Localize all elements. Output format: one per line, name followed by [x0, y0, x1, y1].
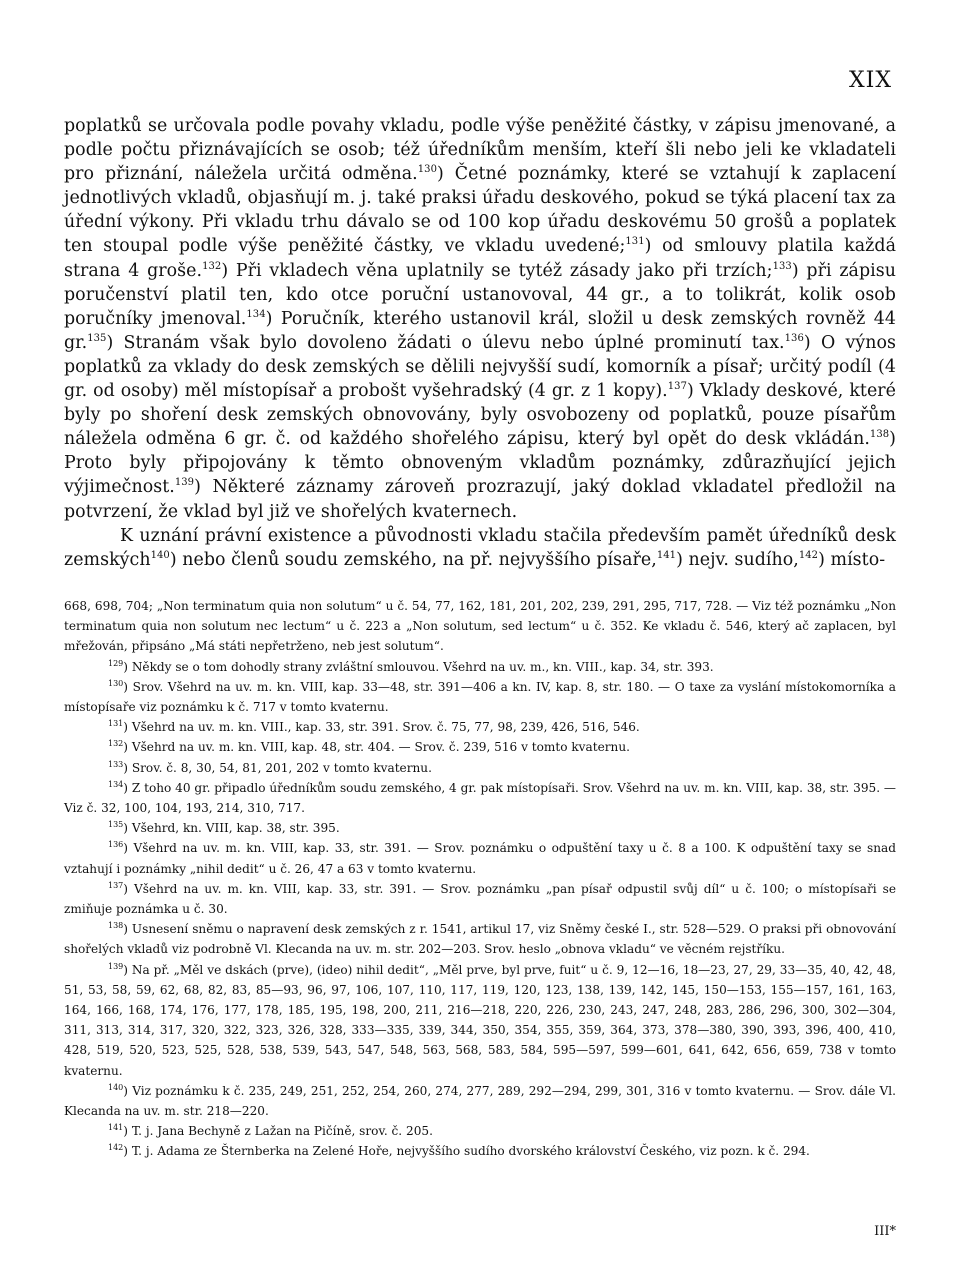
footnote-129: $^{129}$) Někdy se o tom dohodly strany zvláštní smlouvou. Všehrd na uv. m., kn. VIII., kap. 34, str. 393. — [108, 658, 714, 674]
footnote-131: $^{131}$) Všehrd na uv. m. kn. VIII., kap. 33, str. 391. Srov. č. 75, 77, 98, 239, 426, 516, 546. — [108, 719, 640, 735]
footnote-number: 142 — [108, 1143, 124, 1153]
footnote-ref: 135 — [87, 333, 107, 345]
footnote-ref: 131 — [625, 236, 645, 248]
footnote-number: 136 — [108, 840, 124, 850]
footnote-142: $^{142}$) T. j. Adama ze Šternberka na Zelené Hoře, nejvyššího sudího dvorského království Českého, viz pozn. k č. 294. — [108, 1143, 810, 1159]
sheet-signature: III* — [874, 1224, 896, 1239]
footnote-ref: 132 — [202, 260, 222, 272]
footnote-130: $^{130}$) Srov. Všehrd na uv. m. kn. VIII, kap. 33—48, str. 391—406 a kn. IV, kap. 8, str. 180. — O taxe za vyslání místokomorníka a místopísaře viz poznámku k č. 717 v tomto kvaternu. — [64, 678, 896, 715]
footnote-ref: 142 — [798, 549, 819, 561]
paragraph-1: poplatků se určovala podle povahy vkladu, podle výše peněžité částky, v zápisu jmenované, a podle počtu přiznávajících se osob; též úředníkům menším, kteří šli nebo jeli ke vkladateli pro přiznání, náležela určitá odměna.$^{130}$) Četné poznámky, které se vztahují k zaplacení jednotlivých vkladů, objasňují m. j. také praksi úřadu deskového, pokud se týká placení tax za úřední výkony. Při vkladu trhu dávalo se od 100 kop úřadu deskovému 50 grošů a poplatek ten stoupal podle výše peněžité částky, ve vkladu uvedené;$^{131}$) od smlouvy platila každá strana 4 groše.$^{132}$) Při vkladech věna uplatnily se tytéž zásady jako při trzích;$^{133}$) při zápisu poručenství platil ten, kdo otce poruční ustanovoval, 44 gr., a to tolikrát, kolik osob poručníky jmenoval.$^{134}$) Poručník, kterého ustanovil král, složil u desk zemských rovněž 44 gr.$^{135}$) Stranám však bylo dovoleno žádati o úlevu nebo úplné prominutí tax.$^{136}$) O výnos poplatků za vklady do desk zemských se dělili nejvyšší sudí, komorník a písař; určitý podíl (4 gr. od osoby) měl místopísař a probošt vyšehradský (4 gr. z 1 kopy).$^{137}$) Vklady deskové, které byly po shoření desk zemských obnovovány, byly osvobozeny od poplatků, pouze písařům náležela odměna 6 gr. č. od každého shořelého zápisu, který byl opět do desk vkládán.$^{138}$) Proto byly připojovány k těmto obnoveným vkladům poznámky, zdůrazňující jejich výjimečnost.$^{139}$) Některé záznamy zároveň prozrazují, jaký doklad vkladatel předložil na potvrzení, že vklad byl již ve shořelých kvaternech. — [64, 116, 896, 522]
footnote-139: $^{139}$) Na př. „Měl ve dskách (prve), (ideo) nihil dedit“, „Měl prve, byl prve, fuit“ u č. 9, 12—16, 18—23, 27, 29, 33—35, 40, 42, 48, 51, 53, 58, 59, 62, 68, 82, 83, 85—93, 96, 97, 106, 107, 110, 117, 119, 120, 123, 138, 139, 142, 145, 150—153, 155—157, 161, 163, 164, 166, 168, 174, 176, 177, 178, 185, 195, 198, 200, 211, 216—218, 220, 226, 230, 243, 247, 248, 283, 286, 296, 300, 302—304, 311, 313, 314, 317, 320, 322, 323, 326, 328, 333—335, 339, 344, 350, 354, 355, 359, 364, 373, 378—380, 390, 393, 396, 400, 410, 428, 519, 520, 523, 525, 528, 538, 539, 543, 547, 548, 563, 568, 583, 584, 595—597, 599—601, 641, 642, 656, 659, 738 v tomto kvaternu. — [64, 961, 896, 1078]
page-number: XIX — [848, 68, 892, 93]
footnote-ref: 141 — [656, 549, 677, 561]
footnote-number: 132 — [108, 739, 124, 749]
footnote-ref: 139 — [174, 477, 195, 489]
footnote-141: $^{141}$) T. j. Jana Bechyně z Lažan na Pičíně, srov. č. 205. — [108, 1123, 433, 1139]
footnote-ref: 133 — [772, 260, 792, 272]
main-text — [64, 114, 896, 572]
footnote-number: 138 — [108, 921, 124, 931]
footnote-ref: 134 — [246, 308, 266, 320]
footnote-140: $^{140}$) Viz poznámku k č. 235, 249, 251, 252, 254, 260, 274, 277, 289, 292—294, 299, 301, 316 v tomto kvaternu. — Srov. dále Vl. Klecanda na uv. m. str. 218—220. — [64, 1082, 896, 1119]
paragraph-2: K uznání právní existence a původnosti vkladu stačila především pamět úředníků desk zemských$^{140}$) nebo členů soudu zemského, na př. nejvyššího písaře,$^{141}$) nejv. sudího,$^{142}$) místo- — [64, 525, 896, 570]
footnote-number: 131 — [108, 719, 124, 729]
footnote-137: $^{137}$) Všehrd na uv. m. kn. VIII, kap. 33, str. 391. — Srov. poznámku „pan písař odpustil svůj díl“ u č. 100; o místopísaři se zmiňuje poznámka u č. 30. — [64, 880, 896, 917]
footnote-number: 137 — [108, 880, 124, 890]
footnote-number: 129 — [108, 658, 124, 668]
footnote-number: 130 — [108, 678, 124, 688]
footnote-ref: 137 — [667, 381, 687, 393]
footnote-132: $^{132}$) Všehrd na uv. m. kn. VIII, kap. 48, str. 404. — Srov. č. 239, 516 v tomto kvaternu. — [108, 739, 630, 755]
footnote-number: 139 — [108, 961, 124, 971]
footnote-133: $^{133}$) Srov. č. 8, 30, 54, 81, 201, 202 v tomto kvaternu. — [108, 759, 432, 775]
footnote-138: $^{138}$) Usnesení sněmu o napravení desk zemských z r. 1541, artikul 17, viz Sněmy české I., str. 528—529. O praksi při obnovování shořelých vkladů viz podrobně Vl. Klecanda na uv. m. str. 202—203. Srov. heslo „obnova vkladu“ ve věcném rejstříku. — [64, 921, 896, 957]
footnote-136: $^{136}$) Všehrd na uv. m. kn. VIII, kap. 33, str. 391. — Srov. poznámku o odpuštění taxy u č. 8 a 100. K odpuštění taxy se snad vztahují i poznámky „nihil dedit“ u č. 26, 47 a 63 v tomto kvaternu. — [64, 840, 896, 876]
footnote-ref: 136 — [784, 333, 804, 345]
footnote-continuation: 668, 698, 704; „Non terminatum quia non solutum“ u č. 54, 77, 162, 181, 201, 202, 239, 291, 295, 717, 728. — Viz též poznámku „Non terminatum quia non solutum nec lectum“ u č. 223 a „Non solutum, sed lectum“ u č. 352. Ke vkladu č. 546, který ač zaplacen, byl mřežován, připsáno „Má státi nepřetrženo, neb jest solutum“. — [64, 599, 896, 654]
footnote-ref: 140 — [150, 549, 170, 561]
footnote-ref: 130 — [417, 164, 437, 176]
footnote-number: 135 — [108, 820, 124, 830]
footnote-number: 133 — [108, 759, 124, 769]
footnote-ref: 138 — [869, 429, 890, 441]
footnotes — [64, 596, 896, 1162]
footnote-number: 140 — [108, 1082, 124, 1092]
footnote-134: $^{134}$) Z toho 40 gr. připadlo úředníkům soudu zemského, 4 gr. pak místopísaři. Srov. Všehrd na uv. m. kn. VIII, kap. 38, str. 395. — Viz č. 32, 100, 104, 193, 214, 310, 717. — [64, 779, 896, 816]
footnote-number: 134 — [108, 779, 124, 789]
footnote-number: 141 — [108, 1123, 124, 1133]
footnote-135: $^{135}$) Všehrd, kn. VIII, kap. 38, str. 395. — [108, 820, 340, 836]
